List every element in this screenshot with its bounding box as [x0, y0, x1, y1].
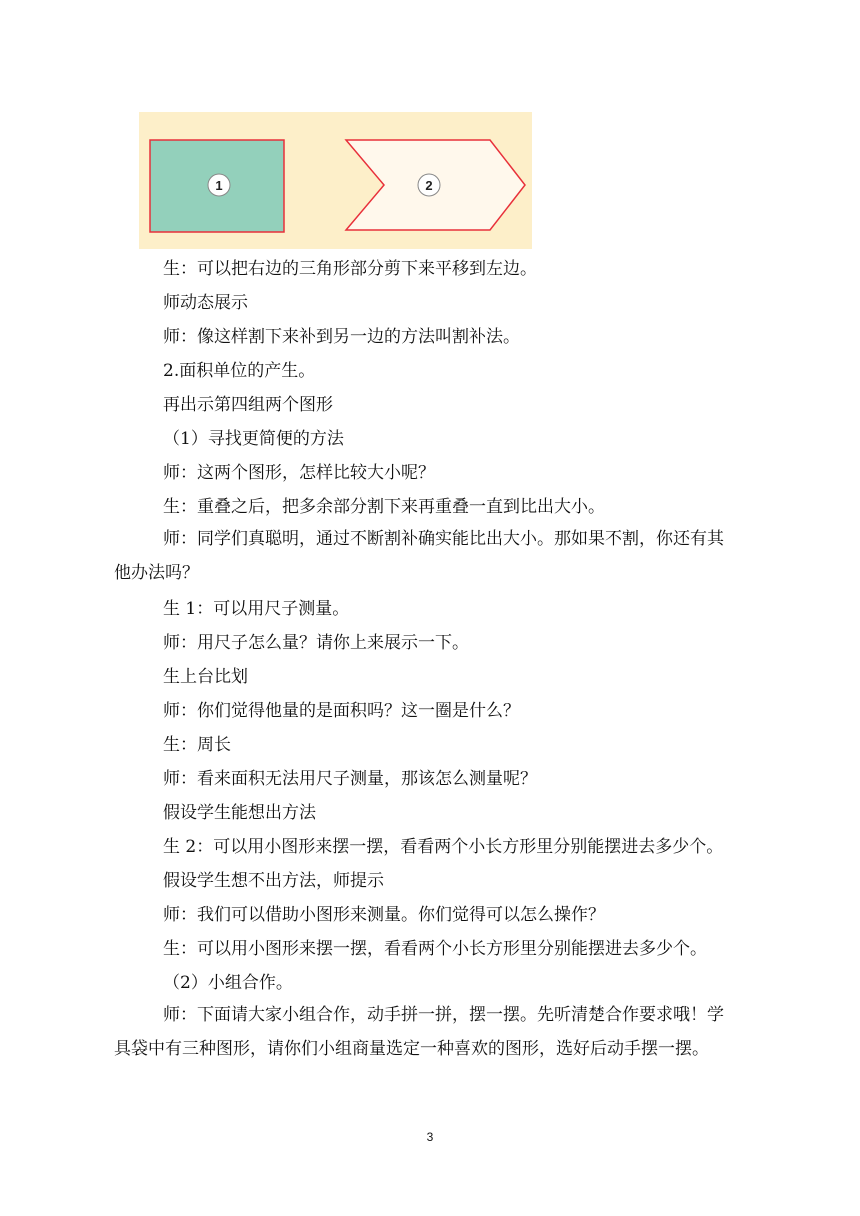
- paragraph: 生上台比划: [163, 667, 248, 687]
- comparison-figure: [139, 112, 532, 249]
- paragraph: 生：可以把右边的三角形部分剪下来平移到左边。: [163, 259, 537, 279]
- paragraph: 生 2：可以用小图形来摆一摆，看看两个小长方形里分别能摆进去多少个。: [163, 837, 724, 857]
- paragraph: 师：我们可以借助小图形来测量。你们觉得可以怎么操作？: [163, 905, 605, 925]
- paragraph: 师：像这样割下来补到另一边的方法叫割补法。: [163, 327, 520, 347]
- paragraph: 师：下面请大家小组合作，动手拼一拼，摆一摆。先听清楚合作要求哦！学具袋中有三种图形，请你们小组商量选定一种喜欢的图形，选好后动手摆一摆。: [114, 1005, 724, 1059]
- shapes-illustration: [139, 112, 532, 249]
- paragraph: 假设学生想不出方法，师提示: [163, 871, 384, 891]
- paragraph: 再出示第四组两个图形: [163, 395, 333, 415]
- paragraph: 师：同学们真聪明，通过不断割补确实能比出大小。那如果不割，你还有其他办法吗？: [114, 529, 724, 583]
- subsection-heading: （2）小组合作。: [163, 973, 293, 993]
- paragraph: 生：周长: [163, 735, 231, 755]
- page-number: 3: [426, 1130, 434, 1144]
- paragraph: 师：看来面积无法用尺子测量，那该怎么测量呢？: [163, 769, 537, 789]
- shape-2-label: 2: [425, 178, 433, 193]
- shape-1-label: 1: [215, 178, 223, 193]
- paragraph: 师动态展示: [163, 293, 248, 313]
- subsection-heading: （1）寻找更简便的方法: [163, 429, 344, 449]
- paragraph: 生 1：可以用尺子测量。: [163, 599, 350, 619]
- paragraph: 生：重叠之后，把多余部分割下来再重叠一直到比出大小。: [163, 497, 605, 517]
- paragraph: 生：可以用小图形来摆一摆，看看两个小长方形里分别能摆进去多少个。: [163, 939, 707, 959]
- paragraph: 师：你们觉得他量的是面积吗？这一圈是什么？: [163, 701, 520, 721]
- paragraph: 师：这两个图形，怎样比较大小呢？: [163, 463, 435, 483]
- paragraph: 师：用尺子怎么量？请你上来展示一下。: [163, 633, 469, 653]
- paragraph: 假设学生能想出方法: [163, 803, 316, 823]
- section-heading: 2.面积单位的产生。: [163, 361, 316, 381]
